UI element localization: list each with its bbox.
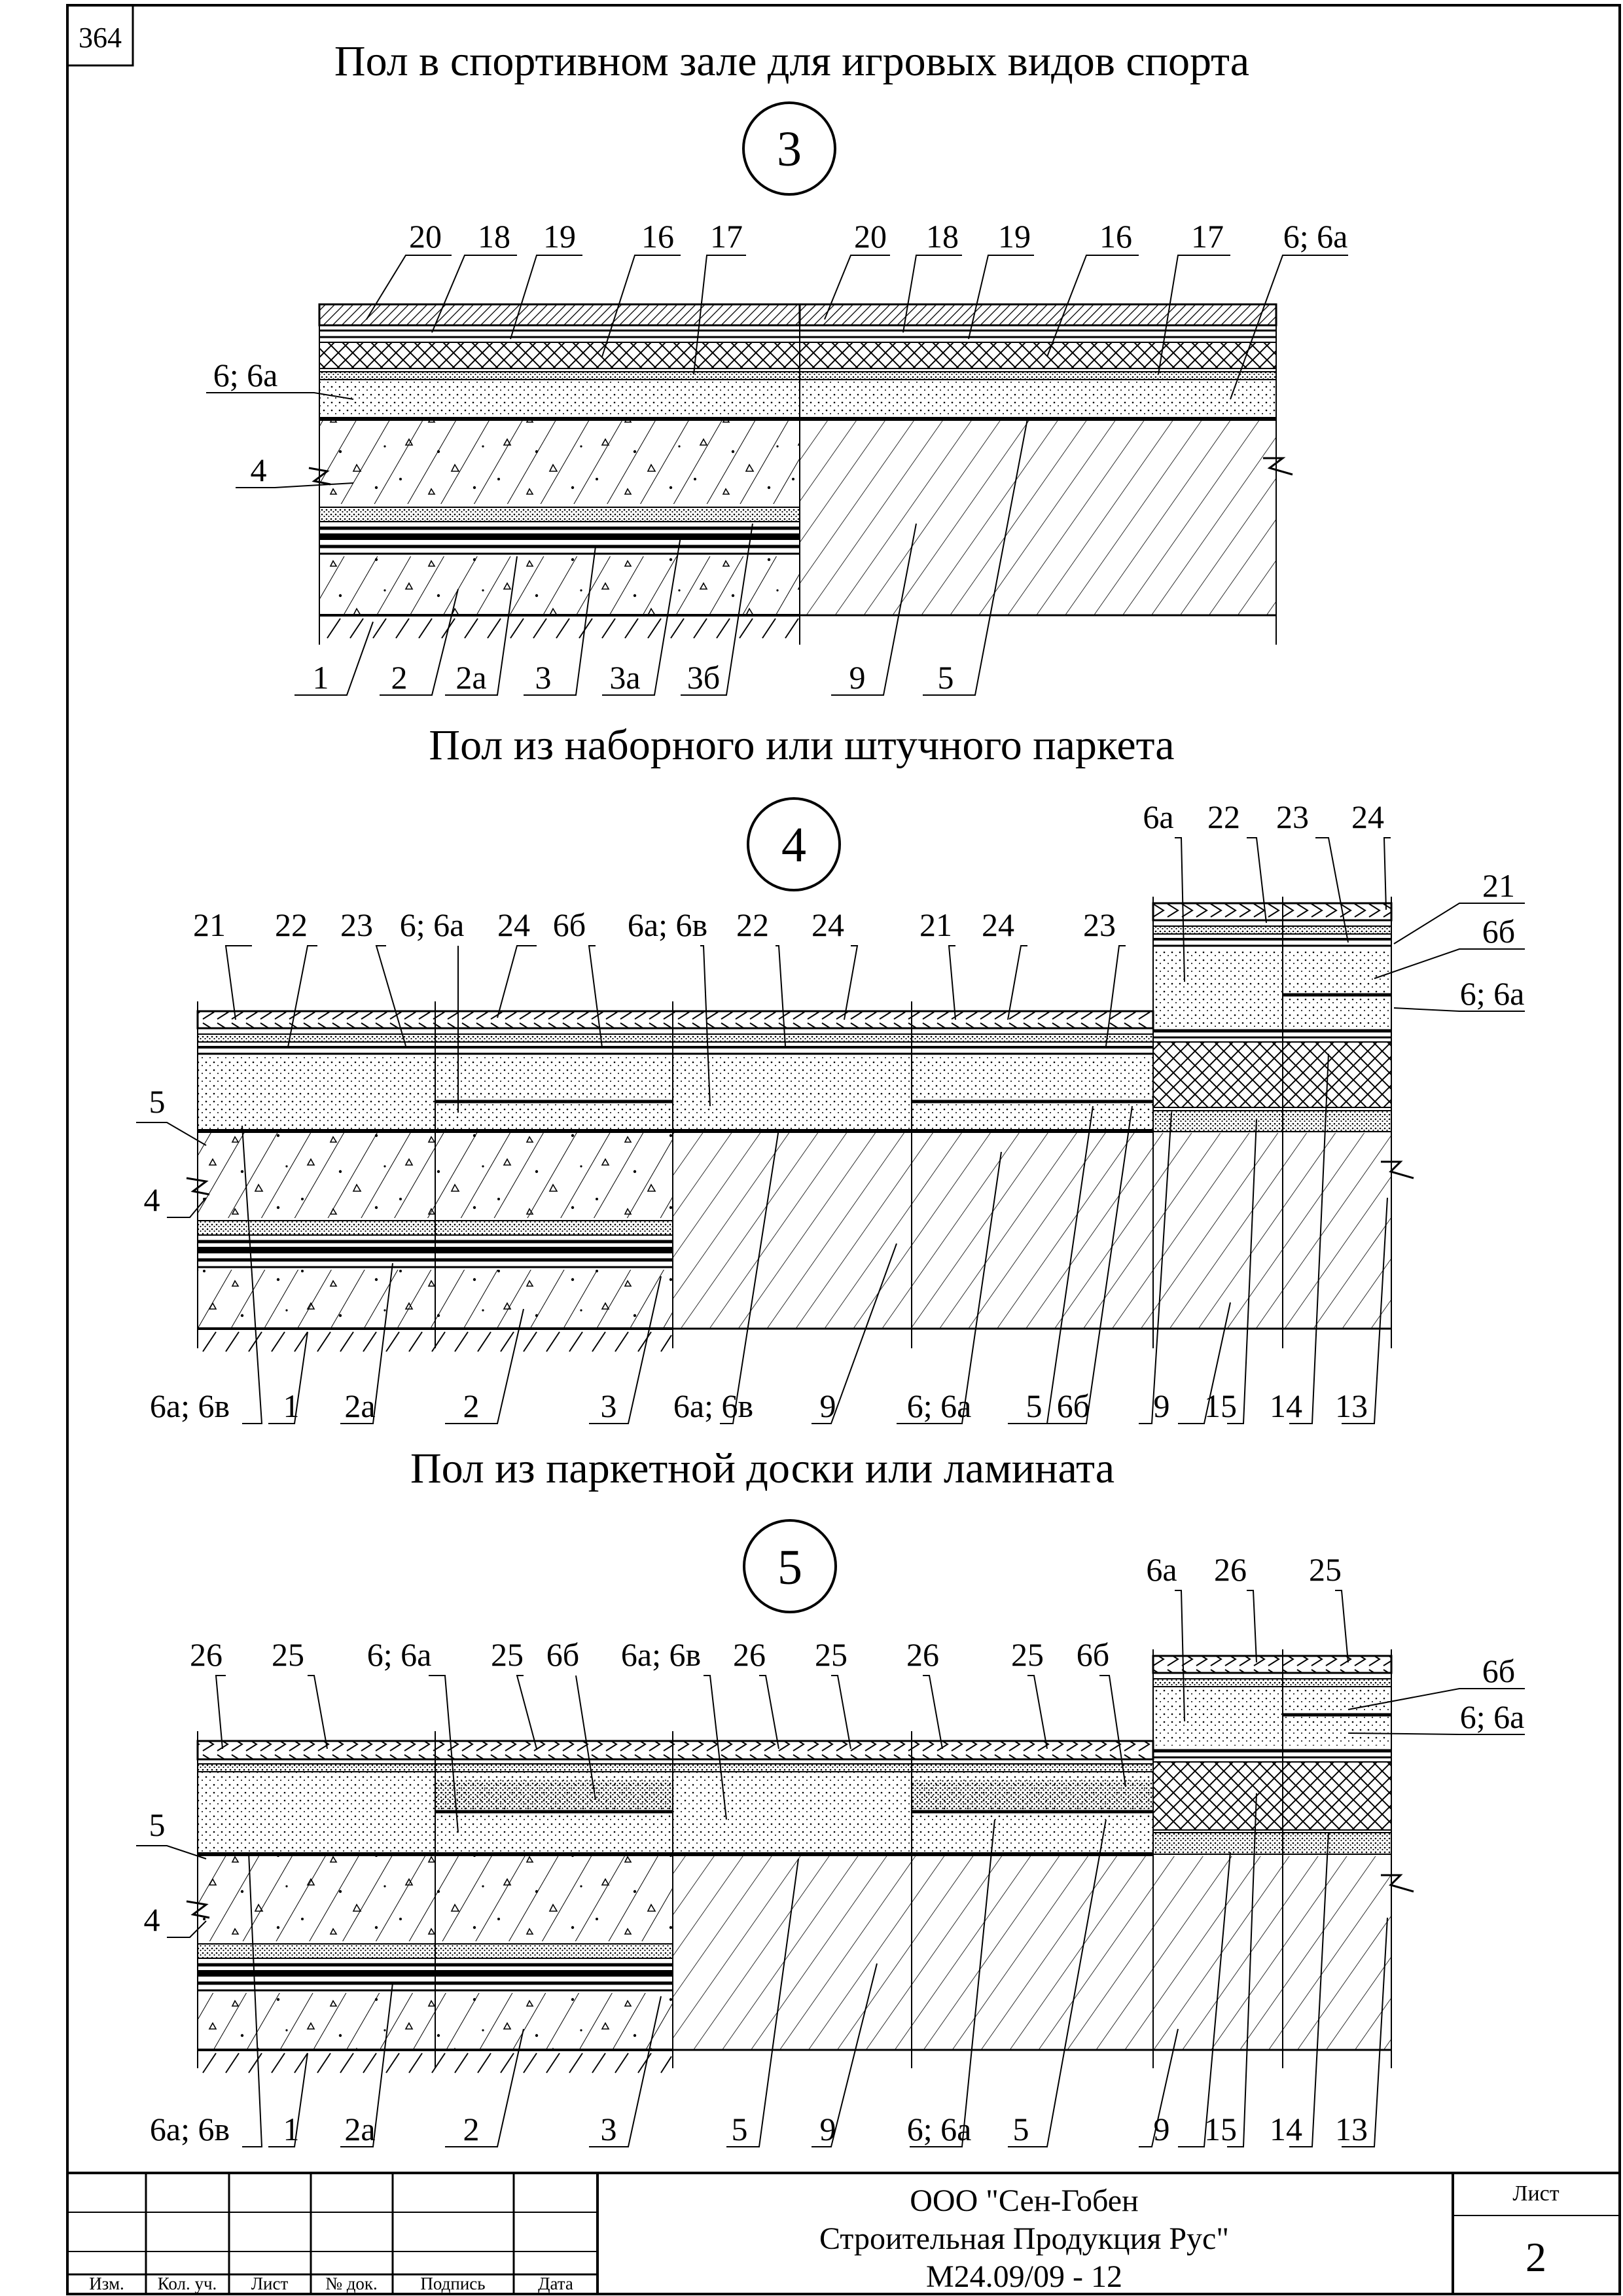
callout-16: 16 <box>641 218 674 255</box>
callout-15: 15 <box>1204 2111 1237 2147</box>
org-name-line1: ООО "Сен-Гобен <box>910 2183 1139 2218</box>
callout-6b: 6б <box>552 906 586 943</box>
callout-3: 3 <box>535 659 552 696</box>
callout-6a-6v: 6а; 6в <box>620 1636 702 1673</box>
callout-5: 5 <box>937 659 954 696</box>
callout-19b: 19 <box>998 218 1031 255</box>
callout-15: 15 <box>1204 1388 1237 1424</box>
callout-14: 14 <box>1270 1388 1302 1424</box>
callout-2a: 2а <box>344 2111 376 2147</box>
callout-2: 2 <box>463 2111 480 2147</box>
callout-26c: 26 <box>906 1636 939 1673</box>
callout-6a-raised: 6а <box>1143 798 1174 835</box>
callout-2a: 2а <box>344 1388 376 1424</box>
callout-18: 18 <box>478 218 510 255</box>
callout-5: 5 <box>149 1083 166 1120</box>
page-number: 364 <box>79 22 122 54</box>
callout-6-6a: 6; 6а <box>1283 218 1348 255</box>
callout-3a: 3а <box>609 659 641 696</box>
node-number: 3 <box>777 122 802 177</box>
callout-6-6a-bottom: 6; 6а <box>906 1388 972 1424</box>
callout-23b: 23 <box>1083 906 1116 943</box>
sheet-number: 2 <box>1525 2234 1546 2280</box>
callout-21b: 21 <box>919 906 952 943</box>
callout-24b: 24 <box>812 906 844 943</box>
section-parquet-floor <box>136 721 1525 1424</box>
callout-24: 24 <box>497 906 530 943</box>
callout-4: 4 <box>250 452 267 488</box>
callout-3b: 3б <box>687 659 721 696</box>
node-number: 4 <box>781 817 806 872</box>
callout-22: 22 <box>275 906 308 943</box>
callout-26: 26 <box>190 1636 223 1673</box>
col-quantity: Кол. уч. <box>157 2274 217 2293</box>
org-name-line2: Строительная Продукция Рус" <box>819 2221 1229 2256</box>
callout-25: 25 <box>272 1636 304 1673</box>
callout-9: 9 <box>849 659 866 696</box>
callout-25c: 25 <box>815 1636 847 1673</box>
section-sport-floor <box>206 37 1348 696</box>
callout-23-raised: 23 <box>1276 798 1309 835</box>
section-title: Пол из паркетной доски или ламината <box>410 1444 1115 1492</box>
callout-23: 23 <box>340 906 373 943</box>
col-sheet: Лист <box>251 2274 289 2293</box>
callout-13: 13 <box>1335 1388 1368 1424</box>
callout-24c: 24 <box>982 906 1014 943</box>
callout-9: 9 <box>819 2111 836 2147</box>
callout-25d: 25 <box>1011 1636 1044 1673</box>
callout-1: 1 <box>283 2111 300 2147</box>
callout-9: 9 <box>819 1388 836 1424</box>
callout-17b: 17 <box>1191 218 1224 255</box>
callout-1: 1 <box>312 659 329 696</box>
callout-6a-6v: 6а; 6в <box>627 906 708 943</box>
callout-9-right: 9 <box>1153 2111 1170 2147</box>
callout-2: 2 <box>391 659 408 696</box>
callout-2: 2 <box>463 1388 480 1424</box>
callout-5-bottom: 5 <box>1012 2111 1029 2147</box>
section-laminate-floor <box>136 1444 1525 2147</box>
col-signature: Подпись <box>420 2274 486 2293</box>
callout-13: 13 <box>1335 2111 1368 2147</box>
callout-6b-b: 6б <box>1076 1636 1110 1673</box>
callout-3: 3 <box>600 1388 617 1424</box>
callout-4: 4 <box>143 1901 160 1938</box>
callout-6a-6v-bottom: 6а; 6в <box>149 1388 230 1424</box>
callout-6b-bottom: 6б <box>1056 1388 1090 1424</box>
callout-20: 20 <box>409 218 442 255</box>
callout-6-6a-raised: 6; 6а <box>1459 975 1525 1012</box>
callout-4: 4 <box>143 1181 160 1218</box>
callout-26-raised: 26 <box>1214 1551 1247 1588</box>
callout-6a-raised: 6а <box>1146 1551 1177 1588</box>
callout-6a-6v-mid: 6а; 6в <box>673 1388 754 1424</box>
callout-2a: 2а <box>455 659 487 696</box>
callout-22-raised: 22 <box>1207 798 1240 835</box>
callout-6-6a-side: 6; 6а <box>213 357 278 393</box>
callout-26b: 26 <box>733 1636 766 1673</box>
callout-6b: 6б <box>546 1636 580 1673</box>
callout-6b-raised: 6б <box>1482 1653 1516 1689</box>
callout-25b: 25 <box>491 1636 524 1673</box>
document-code: М24.09/09 - 12 <box>926 2259 1122 2294</box>
callout-3: 3 <box>600 2111 617 2147</box>
sheet-label: Лист <box>1512 2181 1560 2206</box>
callout-5-mid: 5 <box>731 2111 748 2147</box>
callout-6-6a: 6; 6а <box>366 1636 432 1673</box>
col-change: Изм. <box>89 2274 124 2293</box>
section-title: Пол из наборного или штучного паркета <box>429 721 1175 769</box>
node-number: 5 <box>777 1540 802 1595</box>
callout-6-6a-raised: 6; 6а <box>1459 1698 1525 1735</box>
callout-6a-6v-bottom: 6а; 6в <box>149 2111 230 2147</box>
callout-24-raised: 24 <box>1351 798 1384 835</box>
callout-1: 1 <box>283 1388 300 1424</box>
callout-16b: 16 <box>1099 218 1132 255</box>
callout-21: 21 <box>193 906 226 943</box>
callout-18b: 18 <box>926 218 959 255</box>
callout-5-bottom: 5 <box>1026 1388 1043 1424</box>
callout-9-right: 9 <box>1153 1388 1170 1424</box>
callout-21-raised: 21 <box>1482 867 1515 904</box>
callout-6-6a: 6; 6а <box>399 906 465 943</box>
callout-22b: 22 <box>736 906 769 943</box>
callout-6b-raised: 6б <box>1482 913 1516 950</box>
callout-5: 5 <box>149 1806 166 1843</box>
callout-17: 17 <box>710 218 743 255</box>
callout-25-raised: 25 <box>1309 1551 1342 1588</box>
col-date: Дата <box>538 2274 573 2293</box>
callout-19: 19 <box>543 218 576 255</box>
title-block <box>67 2173 1620 2294</box>
col-doc-number: № док. <box>325 2274 378 2293</box>
callout-14: 14 <box>1270 2111 1302 2147</box>
section-title: Пол в спортивном зале для игровых видов спорта <box>334 37 1250 85</box>
callout-6-6a-bottom: 6; 6а <box>906 2111 972 2147</box>
callout-20b: 20 <box>854 218 887 255</box>
